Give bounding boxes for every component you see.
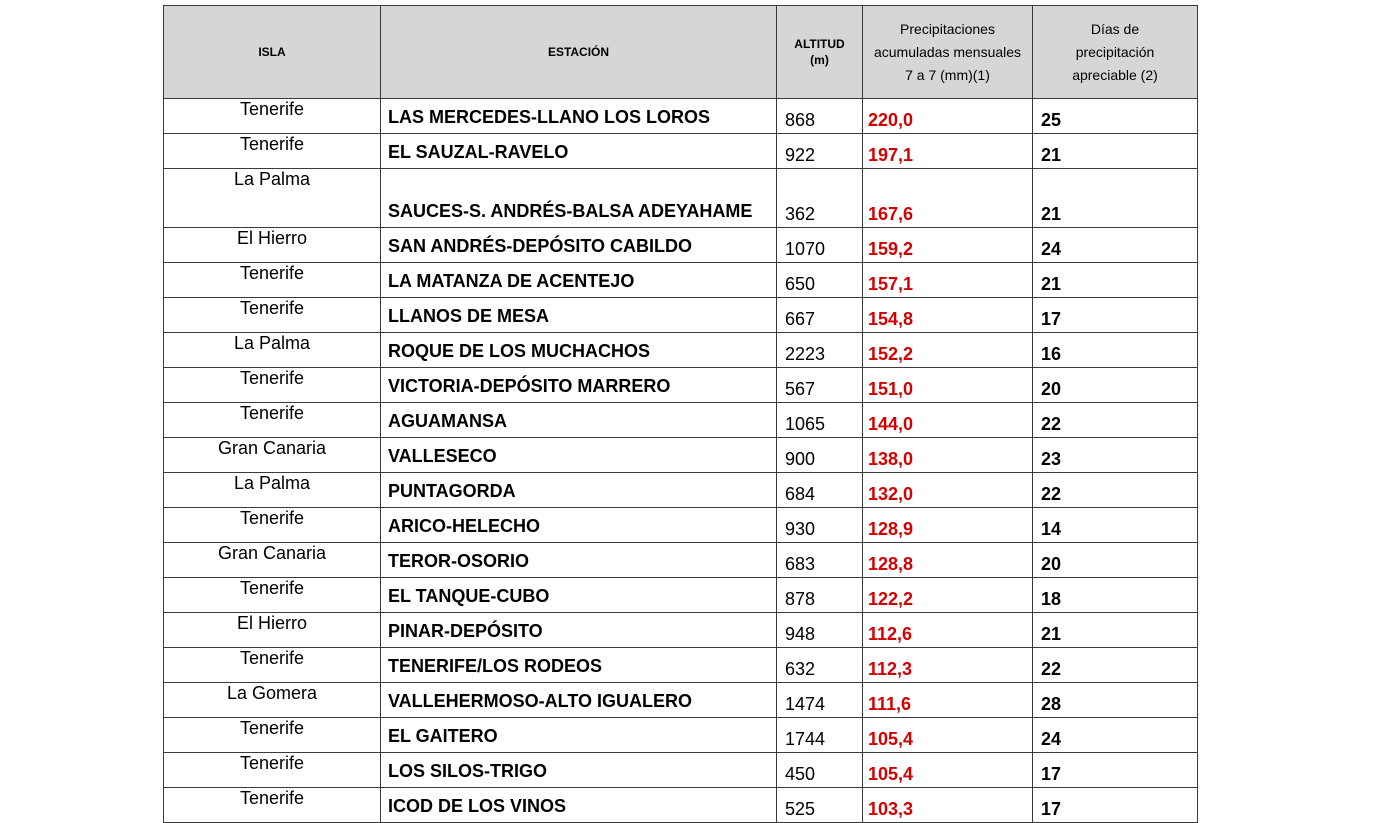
precip-cell: 105,4 [863,718,1033,753]
precip-cell: 112,3 [863,648,1033,683]
estacion-cell: LA MATANZA DE ACENTEJO [381,263,777,298]
altitud-cell: 450 [777,753,863,788]
altitud-cell: 1474 [777,683,863,718]
isla-cell: Tenerife [164,648,381,683]
estacion-cell: LLANOS DE MESA [381,298,777,333]
altitud-cell: 684 [777,473,863,508]
estacion-cell: VALLESECO [381,438,777,473]
altitud-cell: 650 [777,263,863,298]
altitud-cell: 922 [777,134,863,169]
dias-cell: 20 [1033,368,1198,403]
estacion-cell: EL SAUZAL-RAVELO [381,134,777,169]
dias-cell: 20 [1033,543,1198,578]
header-estacion: ESTACIÓN [381,6,777,99]
precip-cell: 112,6 [863,613,1033,648]
precip-cell: 151,0 [863,368,1033,403]
isla-cell: Tenerife [164,718,381,753]
table-row [164,648,1198,683]
precip-cell: 220,0 [863,99,1033,134]
table-row [164,578,1198,613]
table-row [164,473,1198,508]
table-row [164,333,1198,368]
table-row [164,438,1198,473]
altitud-cell: 525 [777,788,863,823]
table-row [164,298,1198,333]
isla-cell: La Palma [164,473,381,508]
isla-cell: Gran Canaria [164,543,381,578]
table-row [164,718,1198,753]
precipitation-table [163,5,1198,823]
isla-cell: El Hierro [164,613,381,648]
table-row [164,263,1198,298]
altitud-cell: 1744 [777,718,863,753]
dias-cell: 24 [1033,228,1198,263]
precip-cell: 132,0 [863,473,1033,508]
isla-cell: Tenerife [164,403,381,438]
dias-cell: 23 [1033,438,1198,473]
table-row [164,543,1198,578]
dias-cell: 16 [1033,333,1198,368]
precip-cell: 122,2 [863,578,1033,613]
header-precipitaciones: Precipitaciones acumuladas mensuales 7 a 7 (mm)(1) [863,6,1033,99]
table-row [164,683,1198,718]
altitud-cell: 930 [777,508,863,543]
altitud-cell: 362 [777,169,863,228]
precip-cell: 111,6 [863,683,1033,718]
precip-cell: 128,9 [863,508,1033,543]
isla-cell: Tenerife [164,99,381,134]
table-row [164,403,1198,438]
dias-cell: 21 [1033,613,1198,648]
table-row [164,613,1198,648]
table-row [164,368,1198,403]
dias-cell: 21 [1033,169,1198,228]
dias-cell: 21 [1033,263,1198,298]
dias-cell: 17 [1033,298,1198,333]
isla-cell: Tenerife [164,298,381,333]
table-row [164,508,1198,543]
estacion-cell: TEROR-OSORIO [381,543,777,578]
dias-cell: 28 [1033,683,1198,718]
table-row [164,169,1198,228]
isla-cell: Tenerife [164,263,381,298]
isla-cell: Tenerife [164,753,381,788]
estacion-cell: ICOD DE LOS VINOS [381,788,777,823]
header-isla: ISLA [164,6,381,99]
table-row [164,228,1198,263]
dias-cell: 17 [1033,753,1198,788]
estacion-cell: ARICO-HELECHO [381,508,777,543]
estacion-cell: AGUAMANSA [381,403,777,438]
altitud-cell: 667 [777,298,863,333]
estacion-cell: ROQUE DE LOS MUCHACHOS [381,333,777,368]
table-row [164,788,1198,823]
estacion-cell: TENERIFE/LOS RODEOS [381,648,777,683]
precip-cell: 167,6 [863,169,1033,228]
precip-cell: 103,3 [863,788,1033,823]
precip-cell: 128,8 [863,543,1033,578]
dias-cell: 21 [1033,134,1198,169]
precip-cell: 144,0 [863,403,1033,438]
isla-cell: Tenerife [164,578,381,613]
precip-cell: 157,1 [863,263,1033,298]
altitud-cell: 900 [777,438,863,473]
precip-cell: 138,0 [863,438,1033,473]
altitud-cell: 1065 [777,403,863,438]
dias-cell: 22 [1033,648,1198,683]
estacion-cell: LOS SILOS-TRIGO [381,753,777,788]
estacion-cell: PINAR-DEPÓSITO [381,613,777,648]
dias-cell: 25 [1033,99,1198,134]
estacion-cell: EL GAITERO [381,718,777,753]
dias-cell: 22 [1033,403,1198,438]
estacion-cell: SAN ANDRÉS-DEPÓSITO CABILDO [381,228,777,263]
dias-cell: 17 [1033,788,1198,823]
dias-cell: 24 [1033,718,1198,753]
precip-cell: 105,4 [863,753,1033,788]
isla-cell: Gran Canaria [164,438,381,473]
altitud-cell: 683 [777,543,863,578]
estacion-cell: EL TANQUE-CUBO [381,578,777,613]
estacion-cell: LAS MERCEDES-LLANO LOS LOROS [381,99,777,134]
precip-cell: 197,1 [863,134,1033,169]
isla-cell: Tenerife [164,508,381,543]
isla-cell: Tenerife [164,788,381,823]
isla-cell: La Palma [164,169,381,228]
altitud-cell: 632 [777,648,863,683]
header-row [164,6,1198,99]
estacion-cell: VICTORIA-DEPÓSITO MARRERO [381,368,777,403]
table-row [164,99,1198,134]
estacion-cell: VALLEHERMOSO-ALTO IGUALERO [381,683,777,718]
precip-cell: 152,2 [863,333,1033,368]
precip-cell: 159,2 [863,228,1033,263]
isla-cell: El Hierro [164,228,381,263]
altitud-cell: 868 [777,99,863,134]
estacion-cell: SAUCES-S. ANDRÉS-BALSA ADEYAHAME [381,169,777,228]
estacion-cell: PUNTAGORDA [381,473,777,508]
isla-cell: La Palma [164,333,381,368]
altitud-cell: 1070 [777,228,863,263]
altitud-cell: 567 [777,368,863,403]
altitud-cell: 948 [777,613,863,648]
isla-cell: Tenerife [164,368,381,403]
altitud-cell: 878 [777,578,863,613]
altitud-cell: 2223 [777,333,863,368]
dias-cell: 14 [1033,508,1198,543]
table-row [164,753,1198,788]
precip-cell: 154,8 [863,298,1033,333]
dias-cell: 18 [1033,578,1198,613]
table-row [164,134,1198,169]
isla-cell: Tenerife [164,134,381,169]
header-altitud: ALTITUD (m) [777,6,863,99]
isla-cell: La Gomera [164,683,381,718]
dias-cell: 22 [1033,473,1198,508]
header-dias: Días de precipitación apreciable (2) [1033,6,1198,99]
